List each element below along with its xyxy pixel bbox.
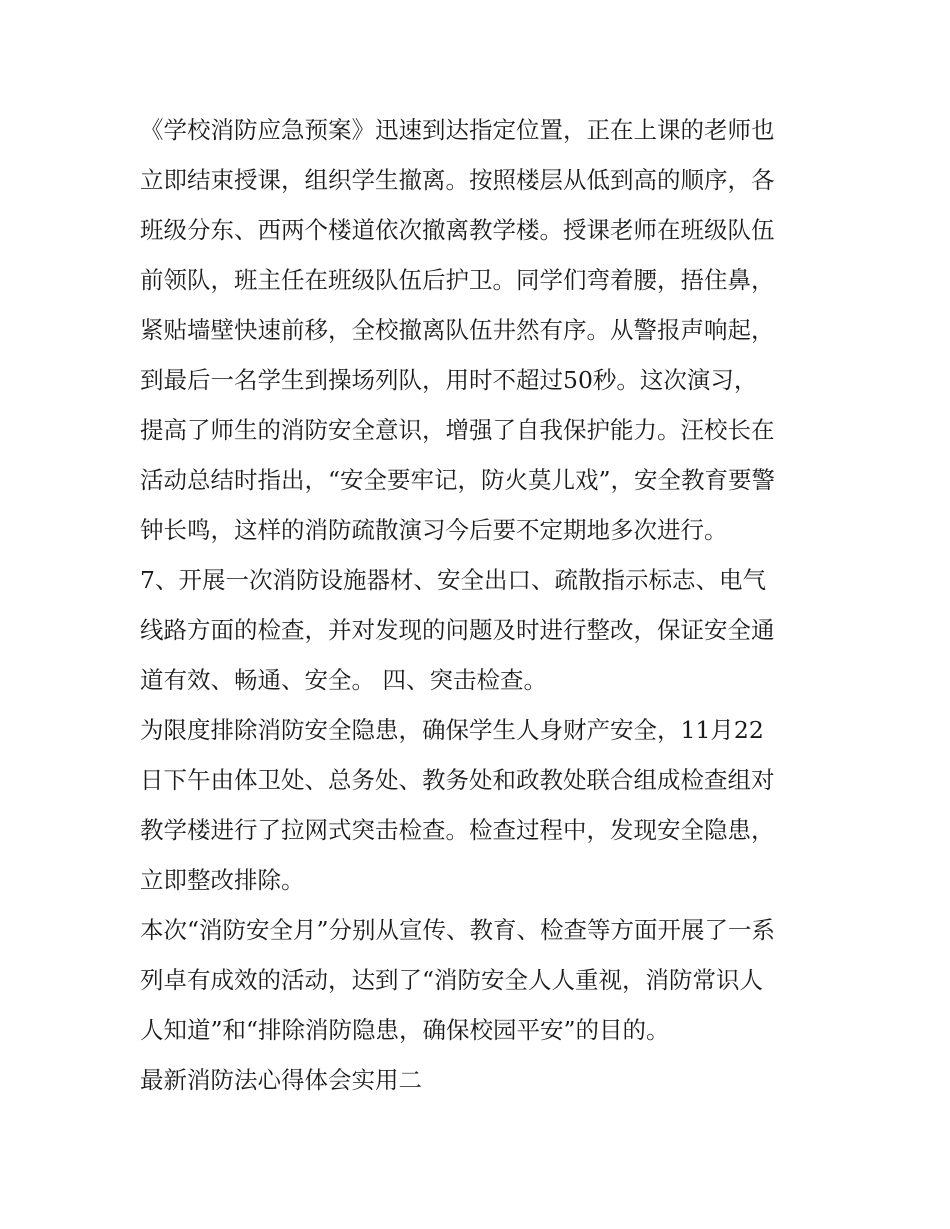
section-heading: 最新消防法心得体会实用二 [140,1066,422,1094]
text-line: 活动总结时指出，“安全要牢记，防火莫儿戏”，安全教育要警 [140,466,776,494]
text-line: 立即结束授课，组织学生撤离。按照楼层从低到高的顺序，各 [140,166,775,194]
text-line: 线路方面的检查，并对发现的问题及时进行整改，保证安全通 [140,616,775,644]
text-line: 列卓有成效的活动，达到了“消防安全人人重视，消防常识人 [140,966,764,994]
text-line: 为限度排除消防安全隐患，确保学生人身财产安全，11月22 [140,716,764,744]
text-line: 本次“消防安全月”分别从宣传、教育、检查等方面开展了一系 [140,916,776,944]
text-line: 7、开展一次消防设施器材、安全出口、疏散指示标志、电气 [140,566,766,594]
text-line: 立即整改排除。 [140,866,305,894]
text-line: 人知道”和“排除消防隐患，确保校园平安”的目的。 [140,1016,670,1044]
text-line: 教学楼进行了拉网式突击检查。检查过程中，发现安全隐患， [140,816,775,844]
text-line: 紧贴墙壁快速前移，全校撤离队伍井然有序。从警报声响起， [140,316,775,344]
text-line: 道有效、畅通、安全。 四、突击检查。 [140,666,547,694]
text-line: 钟长鸣，这样的消防疏散演习今后要不定期地多次进行。 [140,516,728,544]
text-line: 《学校消防应急预案》迅速到达指定位置，正在上课的老师也 [140,116,775,144]
text-line: 日下午由体卫处、总务处、教务处和政教处联合组成检查组对 [140,766,775,794]
text-line: 提高了师生的消防安全意识，增强了自我保护能力。汪校长在 [140,416,775,444]
text-line: 前领队，班主任在班级队伍后护卫。同学们弯着腰，捂住鼻， [140,266,775,294]
document-body [140,105,820,1105]
text-line: 班级分东、西两个楼道依次撤离教学楼。授课老师在班级队伍 [140,216,775,244]
text-line: 到最后一名学生到操场列队，用时不超过50秒。这次演习， [140,366,758,394]
